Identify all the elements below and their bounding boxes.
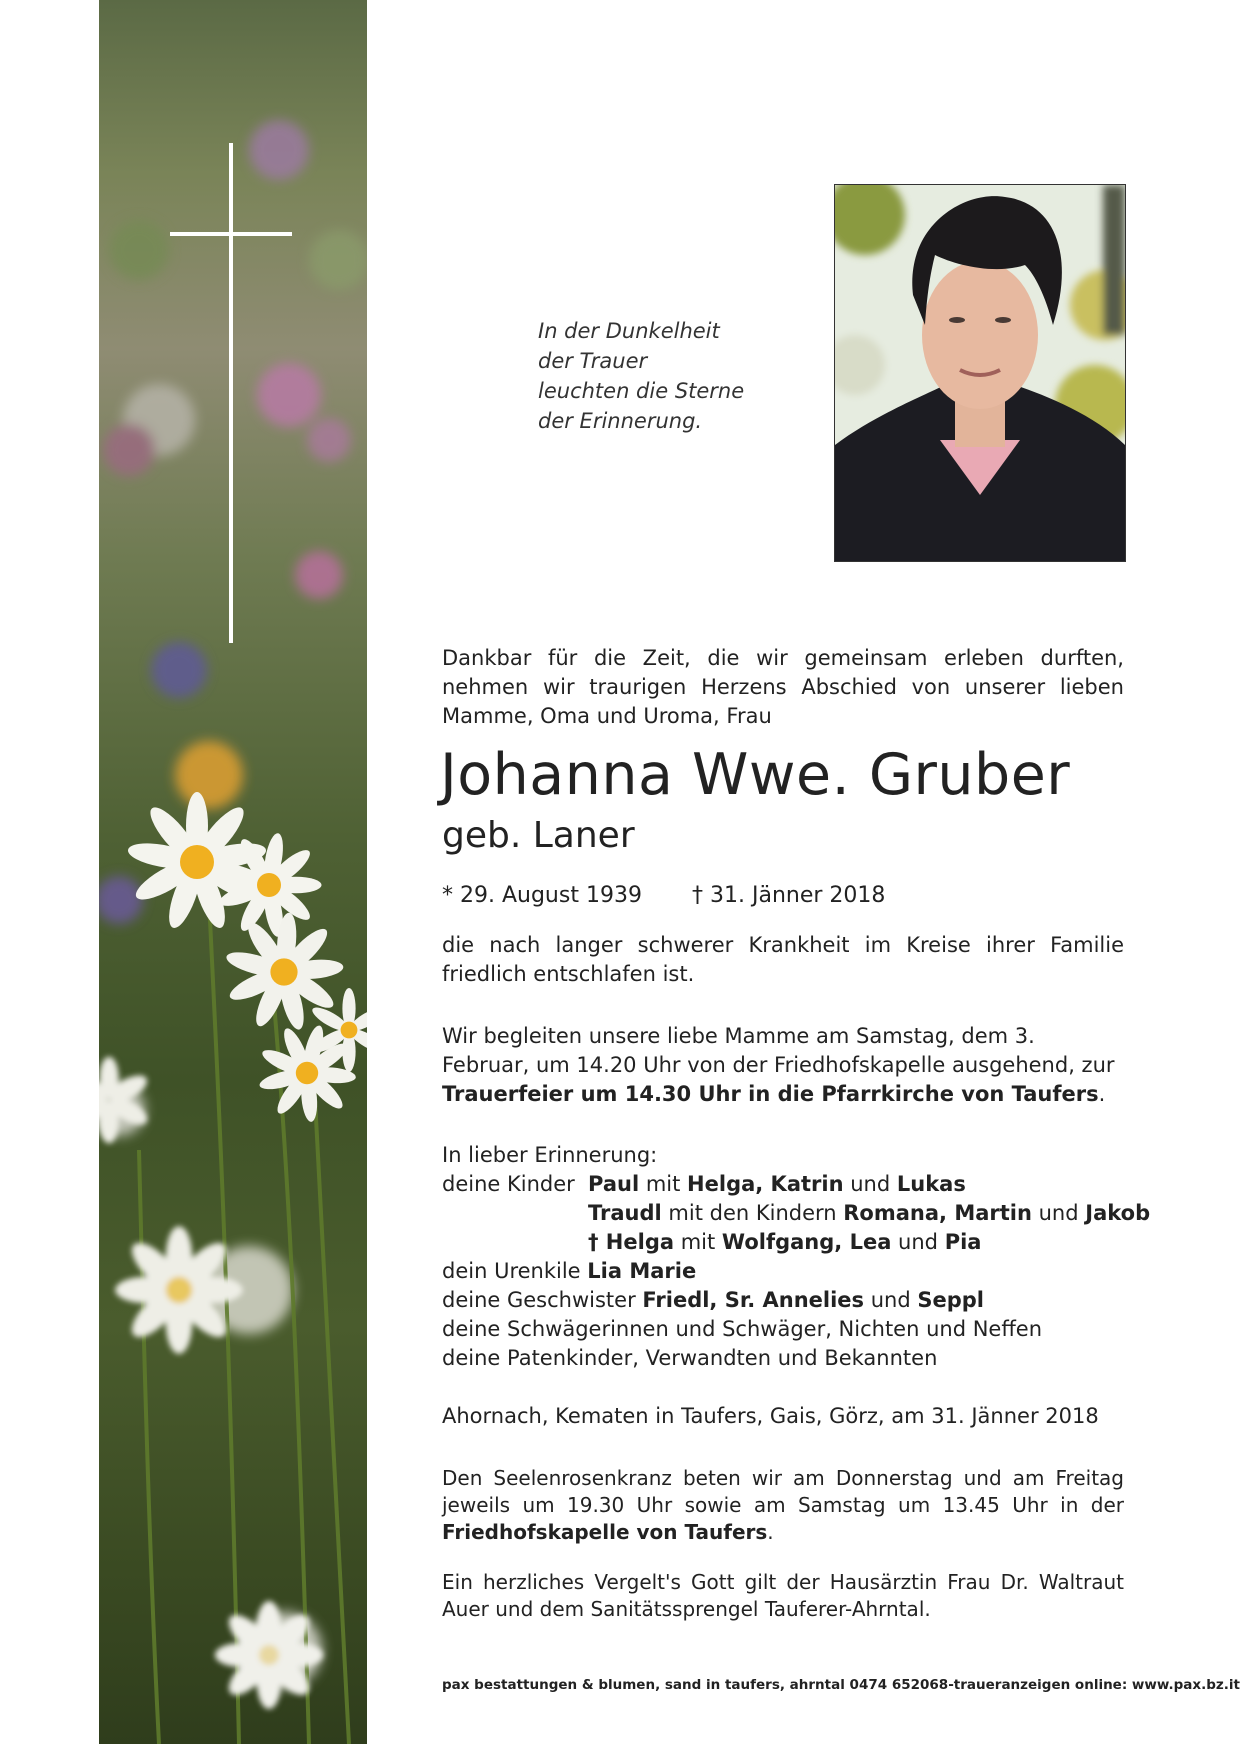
rosary-text-end: . — [767, 1520, 774, 1544]
passing-text: die nach langer schwerer Krankheit im Kreise ihrer Familie friedlich entschlafen ist. — [442, 933, 1124, 986]
portrait-photo — [834, 184, 1126, 562]
mourners-list — [442, 1141, 1151, 1373]
child-family-last: Jakob — [1085, 1201, 1151, 1225]
others-row: deine Patenkinder, Verwandten und Bekannten — [442, 1346, 938, 1370]
funeral-text-part: Wir begleiten unsere liebe Mamme am Samstag, dem 3. Februar, um 14.20 Uhr von der Friedhofskapelle ausgehend, zur — [442, 1024, 1115, 1077]
intro-text: Dankbar für die Zeit, die wir gemeinsam erleben durften, nehmen wir traurigen Herzens Abschied von unserer lieben Mamme, Oma und Uroma, Frau — [442, 646, 1124, 728]
connector: und — [1031, 1201, 1086, 1225]
death-date: † 31. Jänner 2018 — [692, 883, 886, 908]
footer-imprint: pax bestattungen & blumen, sand in taufers, ahrntal 0474 652068-traueranzeigen online: www.pax.bz.it — [442, 1677, 1240, 1693]
connector: und — [891, 1230, 945, 1254]
funeral-text — [442, 1022, 1124, 1109]
rosary-text — [442, 1465, 1124, 1546]
flower-photo-strip — [99, 0, 367, 1744]
mourners-heading: In lieber Erinnerung: — [442, 1143, 658, 1167]
quote-line: In der Dunkelheit — [538, 319, 720, 343]
child-family-last: Pia — [944, 1230, 982, 1254]
birth-date: * 29. August 1939 — [442, 883, 642, 908]
great-grandchild-label: dein Urenkile — [442, 1259, 588, 1283]
siblings-names: Friedl, Sr. Annelies — [642, 1288, 865, 1312]
rosary-text-part: Den Seelenrosenkranz beten wir am Donnerstag und am Freitag jeweils um 19.30 Uhr sowie am Samstag um 13.45 Uhr in der — [442, 1466, 1124, 1517]
child-family-last: Lukas — [896, 1172, 966, 1196]
connector: und — [864, 1288, 918, 1312]
maiden-name: geb. Laner — [442, 815, 635, 856]
children-row — [442, 1228, 1124, 1257]
flower-meadow-image — [99, 0, 367, 1744]
children-label: deine Kinder — [442, 1172, 575, 1196]
child-family: Wolfgang, Lea — [721, 1230, 892, 1254]
children-row — [442, 1199, 1151, 1228]
siblings-last: Seppl — [917, 1288, 984, 1312]
funeral-service-bold: Trauerfeier um 14.30 Uhr in die Pfarrkirche von Taufers — [442, 1082, 1099, 1106]
memorial-quote — [538, 316, 768, 436]
quote-line: der Trauer — [538, 349, 648, 373]
connector: und — [843, 1172, 897, 1196]
child-name: Traudl — [588, 1201, 662, 1225]
great-grandchild-name: Lia Marie — [587, 1259, 697, 1283]
child-family: Helga, Katrin — [687, 1172, 844, 1196]
connector: mit — [639, 1172, 688, 1196]
connector: mit den Kindern — [661, 1201, 844, 1225]
quote-line: der Erinnerung. — [538, 409, 703, 433]
place-date: Ahornach, Kematen in Taufers, Gais, Görz, am 31. Jänner 2018 — [442, 1404, 1099, 1428]
funeral-text-end: . — [1098, 1082, 1106, 1106]
portrait-image — [835, 185, 1125, 561]
rosary-location-bold: Friedhofskapelle von Taufers — [442, 1520, 768, 1544]
connector: mit — [674, 1230, 722, 1254]
quote-line: leuchten die Sterne — [538, 379, 745, 403]
great-grandchild-row — [442, 1257, 1124, 1286]
child-family: Romana, Martin — [843, 1201, 1032, 1225]
siblings-row — [442, 1286, 1124, 1315]
thanks-text: Ein herzliches Vergelt's Gott gilt der Hausärztin Frau Dr. Waltraut Auer und dem Sanitätssprengel Tauferer-Ahrntal. — [442, 1570, 1124, 1621]
child-name: † Helga — [588, 1230, 675, 1254]
children-row — [442, 1170, 1124, 1199]
child-name: Paul — [588, 1172, 640, 1196]
siblings-label: deine Geschwister — [442, 1288, 643, 1312]
inlaws-row: deine Schwägerinnen und Schwäger, Nichten und Neffen — [442, 1317, 1043, 1341]
deceased-name: Johanna Wwe. Gruber — [440, 742, 1071, 808]
